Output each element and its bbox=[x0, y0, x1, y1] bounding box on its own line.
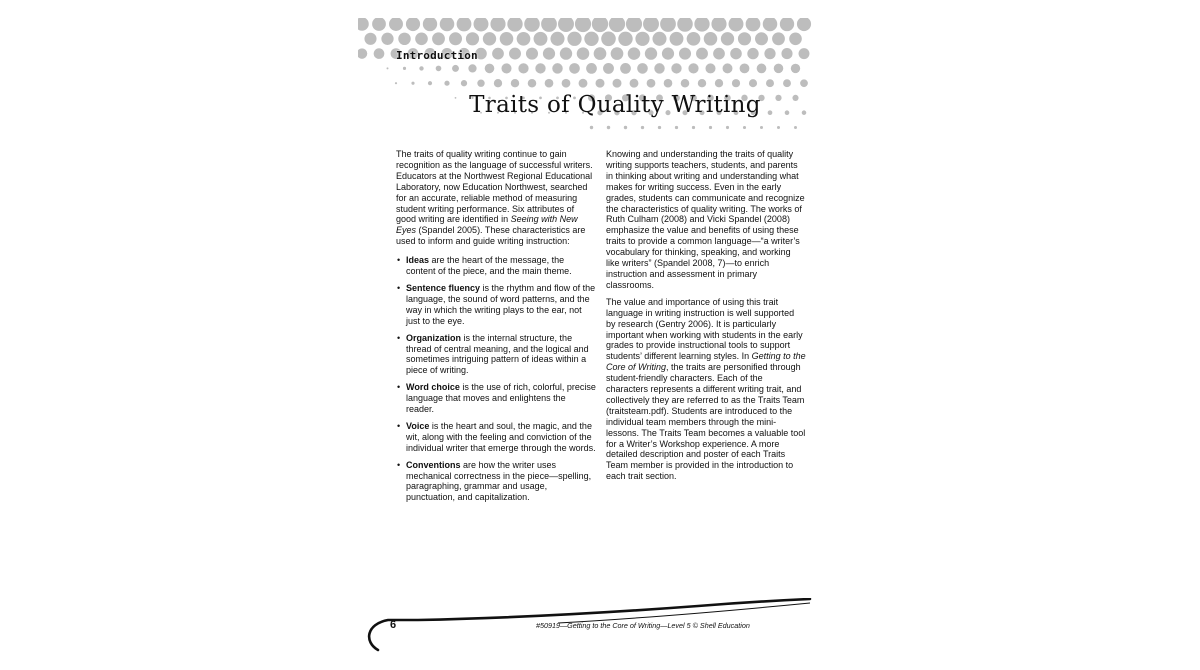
halftone-dot bbox=[687, 32, 701, 46]
halftone-dot bbox=[411, 82, 414, 85]
halftone-dot bbox=[647, 79, 656, 88]
halftone-dot bbox=[780, 18, 794, 31]
halftone-dot bbox=[755, 32, 768, 45]
halftone-dot bbox=[545, 79, 554, 88]
halftone-dot bbox=[541, 18, 557, 32]
trait-description: is the internal structure, the thread of central meaning, and the logical and sometimes intriguing pattern of ideas within a piece of writing. bbox=[406, 332, 589, 376]
halftone-dot bbox=[452, 65, 459, 72]
halftone-dot bbox=[763, 18, 778, 31]
intro-text: The traits of quality writing continue to gain recognition as the language of successful writers. Educators at the Northwest Regional Educational Laboratory, now Education Northwest, searched for an accurate, reliable method of measuring student writing performance. Six attributes of good writing are identified in bbox=[396, 149, 593, 225]
halftone-dot bbox=[395, 82, 397, 84]
halftone-dot bbox=[641, 126, 644, 129]
halftone-dot bbox=[660, 18, 676, 32]
halftone-dot bbox=[721, 32, 734, 45]
halftone-dot bbox=[671, 63, 681, 73]
halftone-dot bbox=[398, 33, 410, 45]
trait-item-sentence-fluency bbox=[396, 283, 596, 327]
halftone-dot bbox=[592, 18, 608, 32]
halftone-dot bbox=[490, 18, 505, 32]
footer-citation: #50919—Getting to the Core of Writing—Level 5 © Shell Education bbox=[536, 621, 750, 630]
halftone-dot bbox=[654, 63, 664, 73]
halftone-dot bbox=[675, 126, 678, 129]
halftone-dot bbox=[658, 126, 661, 129]
halftone-dot bbox=[696, 48, 708, 60]
halftone-dot bbox=[709, 126, 712, 129]
halftone-dot bbox=[704, 32, 718, 46]
halftone-dot bbox=[713, 48, 725, 60]
halftone-dot bbox=[449, 32, 462, 45]
trait-item-organization bbox=[396, 333, 596, 377]
left-column bbox=[396, 149, 596, 509]
bullet-icon: • bbox=[397, 282, 401, 293]
halftone-dot bbox=[783, 79, 791, 87]
halftone-dot bbox=[729, 18, 744, 31]
halftone-dot bbox=[645, 47, 657, 59]
intro-paragraph bbox=[396, 149, 596, 247]
halftone-dot bbox=[558, 18, 574, 32]
bullet-icon: • bbox=[397, 420, 401, 431]
halftone-dot bbox=[637, 63, 648, 74]
halftone-dot bbox=[364, 33, 376, 45]
halftone-dot bbox=[738, 32, 751, 45]
halftone-dot bbox=[428, 81, 432, 85]
halftone-dot bbox=[552, 63, 562, 73]
halftone-dot bbox=[517, 32, 531, 46]
body-paragraph-1: Knowing and understanding the traits of quality writing supports teachers, students, and parents in thinking about writing and understanding what makes for writing success. Even in the early grades, students can communicate and recognize the characteristics of quality writing. The works of Ruth Culham (2008) and Vicki Spandel (2008) emphasize the value and benefits of using these traits to provide a common language—“a writer’s vocabulary for thinking, speaking, and working like writers” (Spandel 2008, 7)—to enrich instruction and assessment in primary classrooms. bbox=[606, 149, 805, 290]
halftone-dot bbox=[670, 32, 684, 46]
halftone-dot bbox=[652, 32, 666, 46]
halftone-dot bbox=[584, 32, 598, 46]
halftone-dot bbox=[799, 48, 810, 59]
traits-list bbox=[396, 255, 596, 503]
halftone-dot bbox=[423, 18, 437, 31]
halftone-dot bbox=[436, 66, 442, 72]
halftone-dot bbox=[679, 48, 691, 60]
trait-term: Organization bbox=[406, 332, 462, 343]
halftone-dot bbox=[620, 63, 631, 74]
halftone-dot bbox=[774, 64, 784, 74]
paragraph-text: The value and importance of using this trait language in writing instruction is well supported by research (Gentry 2006). It is particularly important when working with students in the early grades to provide instructional tools to support students’ different learning styles. In bbox=[606, 296, 803, 362]
halftone-dot bbox=[772, 32, 785, 45]
halftone-dot bbox=[575, 18, 591, 32]
halftone-dot bbox=[743, 126, 746, 129]
halftone-dot bbox=[374, 48, 385, 59]
body-paragraph-2 bbox=[606, 297, 806, 482]
halftone-dot bbox=[577, 47, 590, 60]
halftone-dot bbox=[624, 126, 627, 129]
halftone-dot bbox=[535, 63, 545, 73]
halftone-dot bbox=[415, 32, 428, 45]
halftone-dot bbox=[760, 126, 763, 129]
page-number: 6 bbox=[390, 619, 397, 631]
bullet-icon: • bbox=[397, 382, 401, 393]
halftone-dot bbox=[732, 79, 740, 87]
halftone-dot bbox=[800, 79, 808, 87]
intro-text-end: (Spandel 2005). These characteristics are used to inform and guide writing instruction: bbox=[396, 225, 586, 247]
halftone-dot bbox=[618, 32, 632, 46]
trait-term: Sentence fluency bbox=[406, 282, 481, 293]
halftone-dot bbox=[594, 47, 607, 60]
halftone-dot bbox=[730, 48, 742, 60]
halftone-dot bbox=[601, 32, 616, 47]
halftone-dot bbox=[569, 63, 580, 74]
bullet-icon: • bbox=[397, 459, 401, 470]
trait-item-ideas bbox=[396, 255, 596, 277]
halftone-dot bbox=[797, 18, 811, 31]
halftone-dot bbox=[723, 63, 733, 73]
halftone-dot bbox=[698, 79, 706, 87]
halftone-dot bbox=[740, 64, 750, 74]
halftone-dot bbox=[494, 79, 502, 87]
trait-description: is the heart and soul, the magic, and the wit, along with the feeling and conviction of the individual writer that emerge through the words. bbox=[406, 420, 596, 453]
halftone-dot bbox=[715, 79, 723, 87]
trait-item-word-choice bbox=[396, 382, 596, 415]
halftone-dot bbox=[643, 18, 659, 32]
halftone-dot bbox=[789, 32, 802, 45]
bullet-icon: • bbox=[397, 332, 401, 343]
halftone-dot bbox=[628, 47, 640, 59]
halftone-dot bbox=[747, 48, 758, 59]
halftone-dot bbox=[358, 48, 367, 58]
trait-term: Word choice bbox=[406, 382, 460, 393]
halftone-dot bbox=[664, 79, 673, 88]
halftone-dot bbox=[626, 18, 642, 32]
halftone-dot bbox=[432, 32, 445, 45]
halftone-dot bbox=[474, 18, 489, 31]
halftone-dot bbox=[466, 32, 479, 45]
trait-description: is the rhythm and flow of the language, the sound of word patterns, and the way in which the writing plays to the ear, not just to the eye. bbox=[406, 282, 596, 326]
halftone-dot bbox=[477, 80, 484, 87]
trait-term: Voice bbox=[406, 420, 430, 431]
halftone-dot bbox=[711, 18, 726, 32]
halftone-dot bbox=[419, 66, 423, 70]
halftone-dot bbox=[500, 32, 514, 46]
halftone-dot bbox=[507, 18, 522, 32]
halftone-dot bbox=[630, 79, 639, 88]
halftone-dot bbox=[757, 64, 767, 74]
halftone-dot bbox=[457, 18, 472, 31]
halftone-dot bbox=[511, 79, 519, 87]
halftone-dot bbox=[444, 81, 449, 86]
halftone-dot bbox=[501, 63, 511, 73]
halftone-dot bbox=[485, 64, 495, 74]
halftone-dot bbox=[389, 18, 403, 31]
halftone-dot bbox=[372, 18, 386, 31]
halftone-dot bbox=[526, 48, 538, 60]
halftone-dot bbox=[662, 48, 674, 60]
halftone-dot bbox=[543, 48, 555, 60]
halftone-dot bbox=[403, 67, 406, 70]
halftone-dot bbox=[596, 79, 605, 88]
paragraph-text-end: , the traits are personified through student-friendly characters. Each of the characters represents a different writing trait, and collectively they are referred to as the Traits Team (traitsteam.pdf). Students are introduced to the individual team members through the mini-lessons. The Traits Team becomes a valuable tool for a Writer’s Workshop experience. A more detailed description and poster of each Traits Team member is provided in the introduction to each trait section. bbox=[606, 362, 806, 482]
halftone-dot bbox=[766, 79, 774, 87]
halftone-dot bbox=[560, 47, 572, 59]
book-title-getting-to-the-core: Getting to the Core of Writing bbox=[606, 351, 806, 373]
halftone-dot bbox=[528, 79, 537, 88]
halftone-dot bbox=[358, 18, 369, 31]
halftone-dot bbox=[613, 79, 622, 88]
halftone-dot bbox=[440, 18, 455, 31]
trait-description: are how the writer uses mechanical correctness in the piece—spelling, paragraphing, grammar and usage, punctuation, and capitalization. bbox=[406, 459, 592, 503]
halftone-dot bbox=[579, 79, 588, 88]
section-label: Introduction bbox=[396, 49, 478, 62]
halftone-dot bbox=[677, 18, 693, 32]
halftone-dot bbox=[483, 32, 496, 45]
trait-description: is the use of rich, colorful, precise language that moves and enlightens the reader. bbox=[406, 382, 596, 415]
halftone-dot bbox=[461, 80, 467, 86]
right-column bbox=[606, 149, 806, 488]
halftone-dot bbox=[777, 126, 780, 129]
trait-item-conventions bbox=[396, 460, 596, 504]
halftone-dot bbox=[518, 63, 528, 73]
halftone-dot bbox=[534, 32, 548, 46]
halftone-dot bbox=[791, 64, 800, 73]
halftone-dot bbox=[607, 126, 610, 129]
halftone-dot-banner bbox=[358, 18, 812, 148]
halftone-dot bbox=[694, 18, 709, 32]
halftone-dot bbox=[635, 32, 649, 46]
halftone-dot bbox=[603, 63, 614, 74]
halftone-dot bbox=[781, 48, 792, 59]
trait-item-voice bbox=[396, 421, 596, 454]
trait-description: are the heart of the message, the content of the piece, and the main theme. bbox=[406, 255, 572, 277]
halftone-dot bbox=[590, 126, 593, 129]
book-title-seeing-with-new-eyes: Seeing with New Eyes bbox=[396, 214, 578, 236]
halftone-dot bbox=[381, 33, 393, 45]
halftone-dot bbox=[492, 48, 504, 60]
halftone-dot bbox=[746, 18, 761, 31]
halftone-dot bbox=[550, 32, 564, 46]
halftone-dot bbox=[509, 48, 521, 60]
halftone-dot bbox=[726, 126, 729, 129]
page-title: Traits of Quality Writing bbox=[469, 92, 761, 118]
trait-term: Conventions bbox=[406, 459, 461, 470]
document-page bbox=[358, 18, 812, 652]
halftone-dot bbox=[567, 32, 581, 46]
halftone-dot bbox=[406, 18, 420, 31]
halftone-dot bbox=[705, 63, 715, 73]
halftone-dot bbox=[562, 79, 571, 88]
halftone-dot bbox=[794, 126, 797, 129]
halftone-dot bbox=[692, 126, 695, 129]
halftone-dot bbox=[586, 63, 597, 74]
halftone-dot bbox=[749, 79, 757, 87]
halftone-dot bbox=[681, 79, 690, 88]
halftone-dot bbox=[468, 64, 476, 72]
trait-term: Ideas bbox=[406, 255, 430, 266]
halftone-dot bbox=[524, 18, 540, 32]
halftone-dot bbox=[688, 63, 698, 73]
halftone-dot bbox=[387, 67, 389, 69]
halftone-dot bbox=[611, 47, 624, 60]
bullet-icon: • bbox=[397, 255, 401, 266]
halftone-dot bbox=[609, 18, 625, 32]
halftone-dot bbox=[764, 48, 775, 59]
